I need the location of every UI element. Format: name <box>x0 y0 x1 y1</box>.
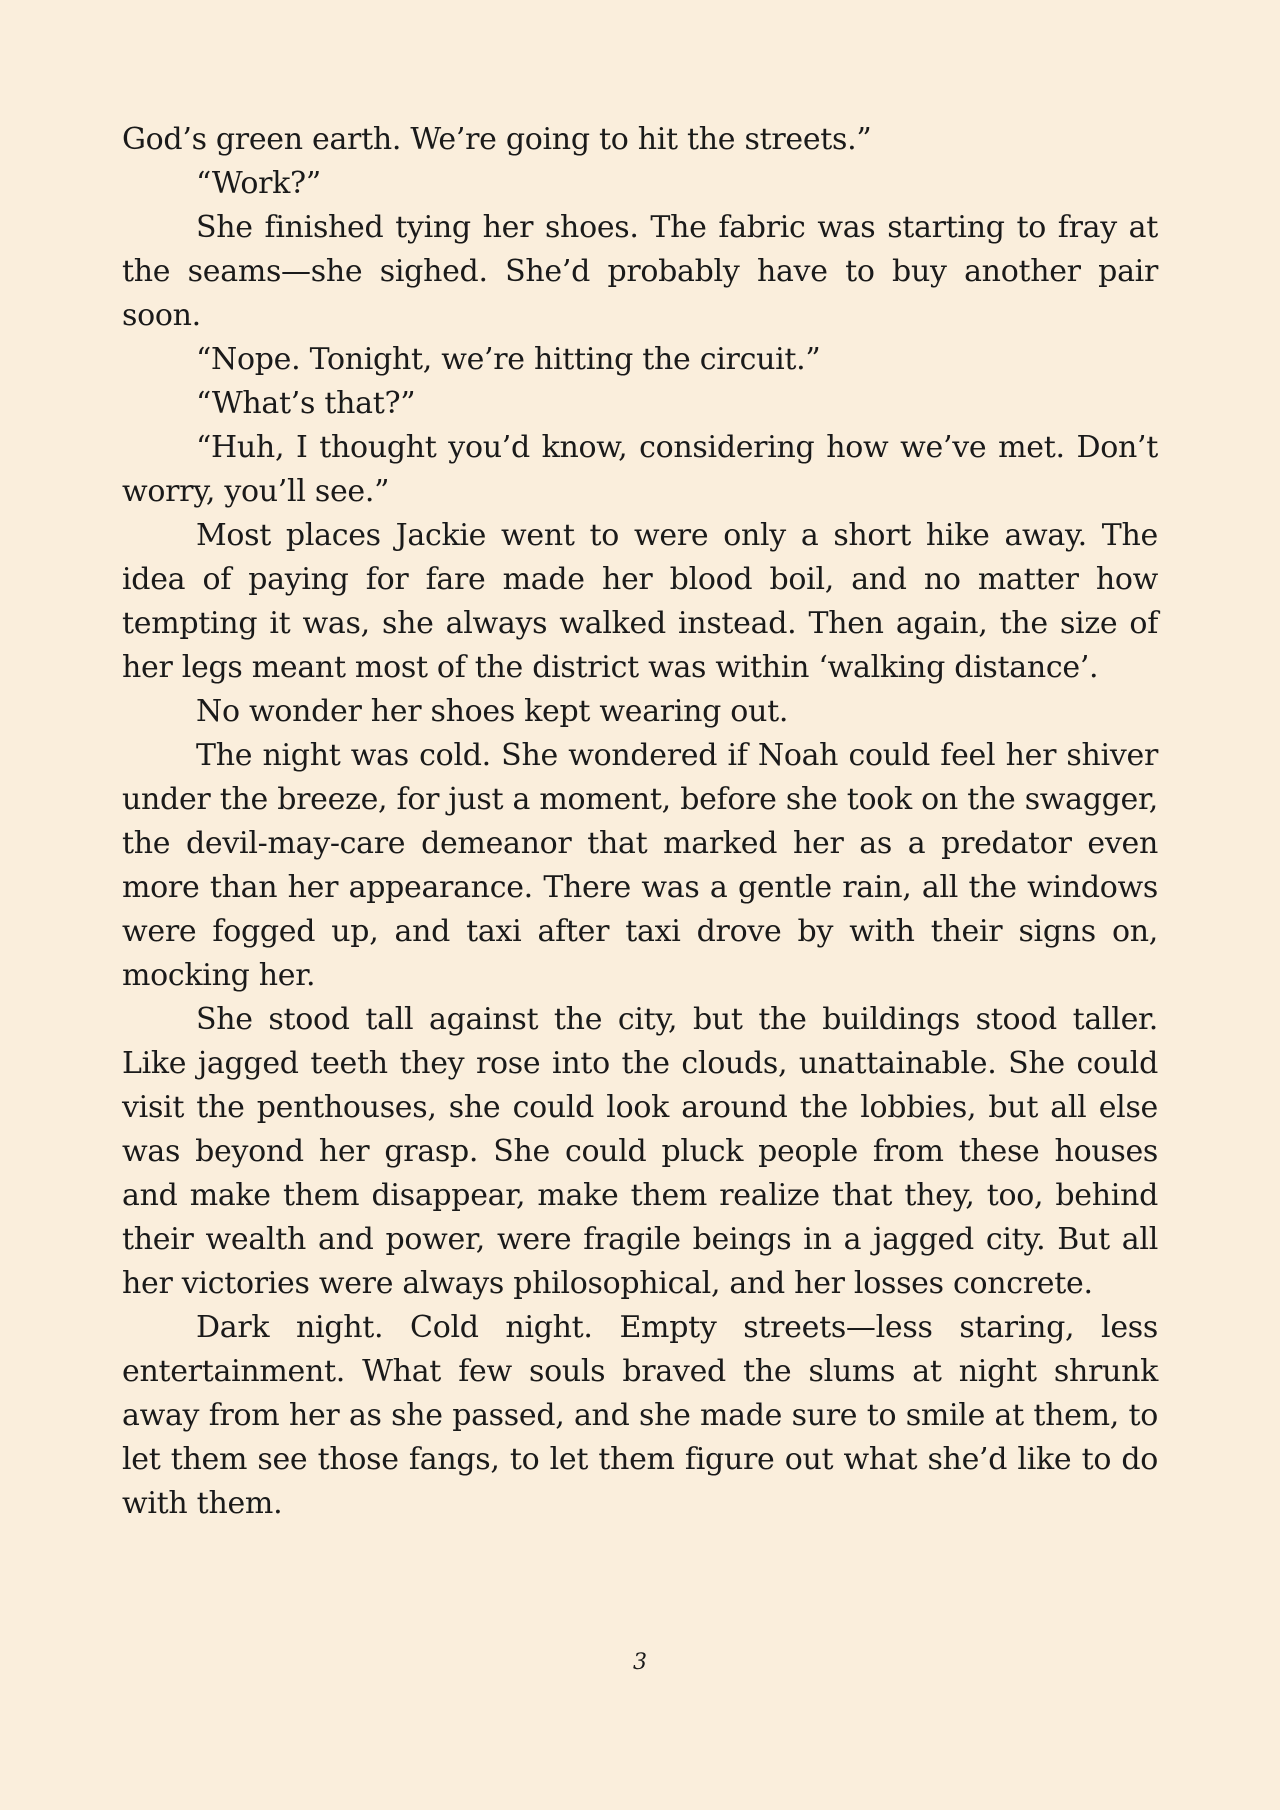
paragraph: She stood tall against the city, but the buildings stood taller. Like jagged teeth they rose into the clouds, unattainable. She could visit the penthouses, she could look around the lobbies, but all else was beyond her grasp. She could pluck people from these houses and make them disappear, make them realize that they, too, behind their wealth and power, were fragile beings in a jagged city. But all her victories were always philosophical, and her losses concrete. <box>122 1002 1158 1301</box>
paragraph: “What’s that?” <box>196 386 416 421</box>
paragraph: Most places Jackie went to were only a short hike away. The idea of paying for fare made her blood boil, and no matter how tempting it was, she always walked instead. Then again, the size of her legs meant most of the district was within ‘walking distance’. <box>122 518 1158 685</box>
paragraph: “Huh, I thought you’d know, considering how we’ve met. Don’t worry, you’ll see.” <box>122 430 1158 509</box>
page-number: 3 <box>633 1650 647 1675</box>
paragraph: God’s green earth. We’re going to hit the streets.” <box>122 122 872 157</box>
paragraph: Dark night. Cold night. Empty streets—less staring, less entertainment. What few souls braved the slums at night shrunk away from her as she passed, and she made sure to smile at them, to let them see those fangs, to let them figure out what she’d like to do with them. <box>122 1310 1158 1521</box>
body-text <box>122 118 1158 1526</box>
paragraph: The night was cold. She wondered if Noah could feel her shiver under the breeze, for just a moment, before she took on the swagger, the devil-may-care demeanor that marked her as a predator even more than her appearance. There was a gentle rain, all the windows were fogged up, and taxi after taxi drove by with their signs on, mocking her. <box>122 738 1158 993</box>
paragraph: No wonder her shoes kept wearing out. <box>196 694 789 729</box>
paragraph: She finished tying her shoes. The fabric was starting to fray at the seams—she sighed. She’d probably have to buy another pair soon. <box>122 210 1158 333</box>
paragraph: “Nope. Tonight, we’re hitting the circuit.” <box>196 342 821 377</box>
paragraph: “Work?” <box>196 166 321 201</box>
